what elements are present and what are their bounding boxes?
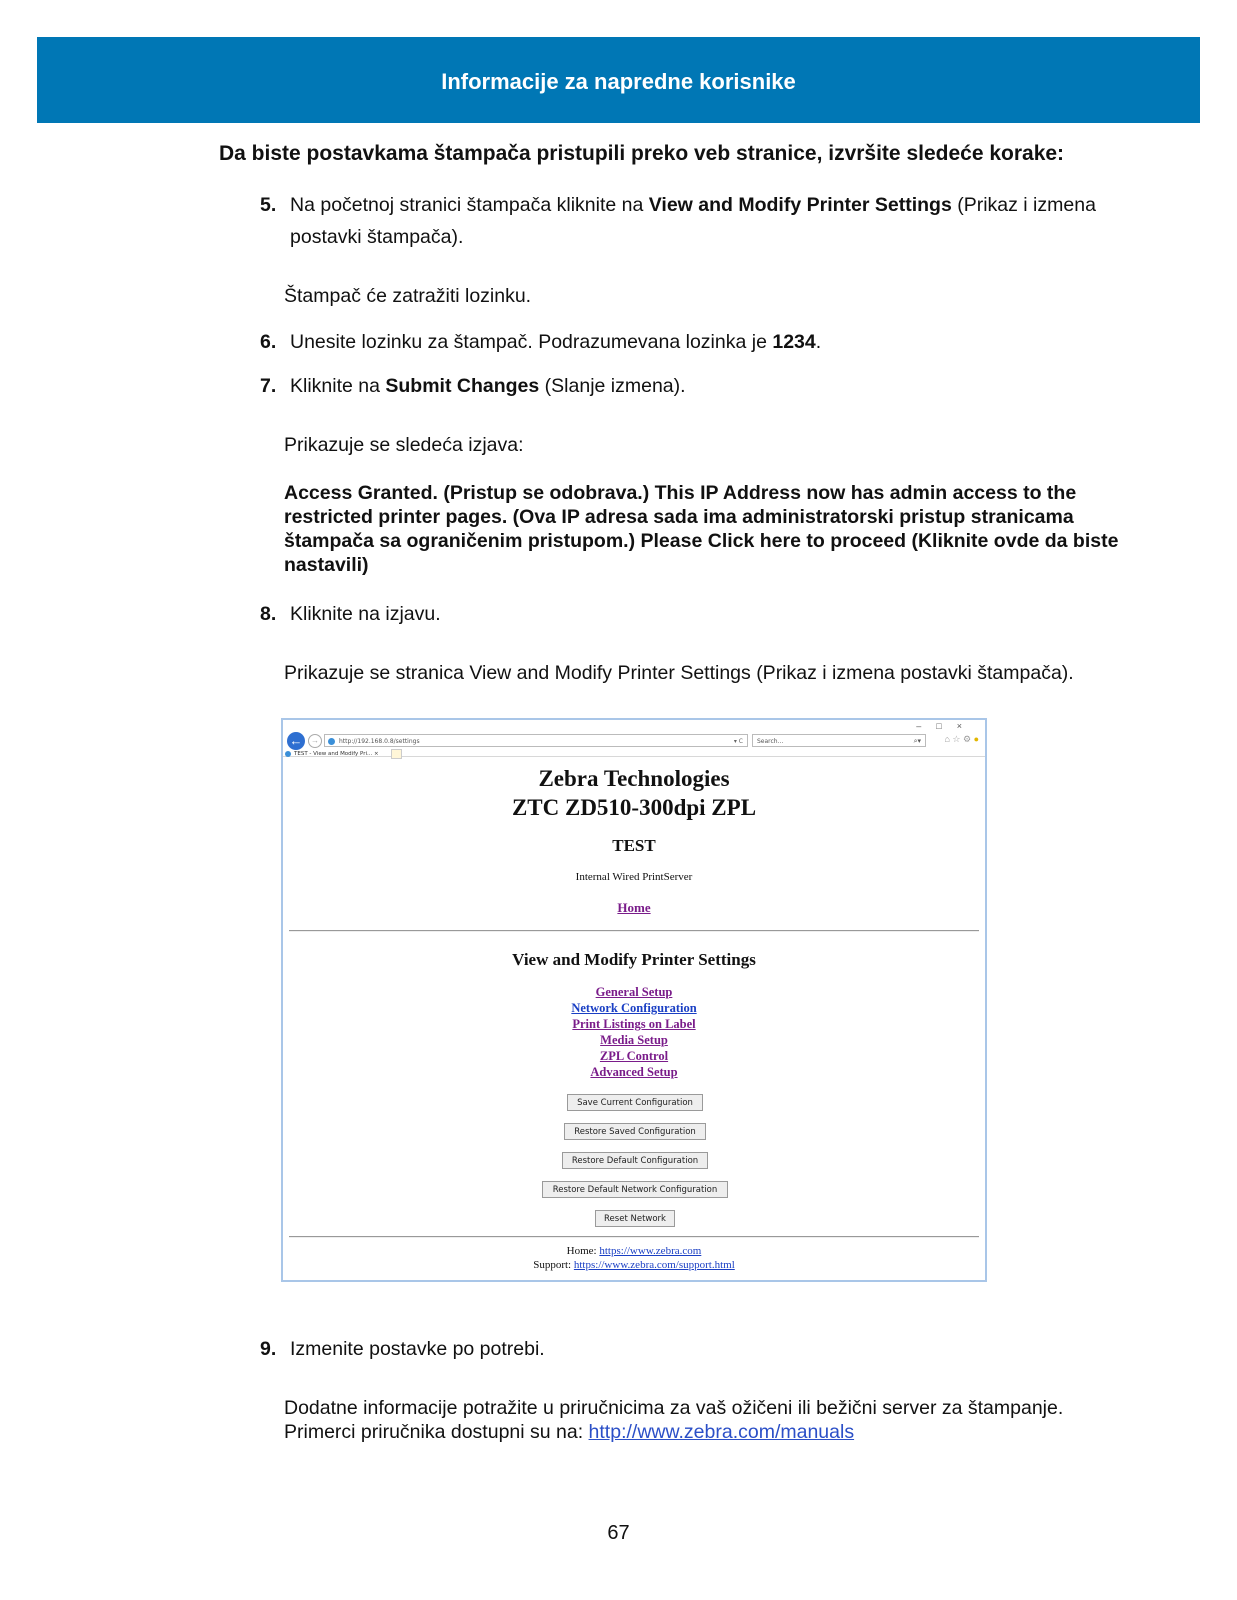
- step-text-part: (Prikaz i izmena: [951, 194, 1096, 216]
- step-number: 8.: [260, 603, 277, 625]
- restore-default-config-button[interactable]: Restore Default Configuration: [562, 1152, 708, 1169]
- step-text-part: (Slanje izmena).: [539, 375, 686, 397]
- statement-line: restricted printer pages. (Ova IP adresa sada ima administratorski pristup stranicama: [284, 506, 1074, 528]
- browser-search-field[interactable]: [752, 734, 926, 747]
- note-text: Primerci priručnika dostupni su na:: [284, 1421, 589, 1443]
- link-print-listings[interactable]: Print Listings on Label: [572, 1017, 696, 1031]
- search-placeholder: Search...: [757, 738, 784, 745]
- link-general-setup[interactable]: General Setup: [595, 985, 673, 999]
- step-text: Kliknite na izjavu.: [290, 603, 441, 625]
- statement-line: štampača sa ograničenim pristupom.) Please Click here to proceed (Kliknite ovde da biste: [284, 530, 1119, 552]
- step-text-part: .: [815, 331, 822, 353]
- step-text-part: Kliknite na: [290, 375, 386, 397]
- tab-favicon-icon: [285, 751, 291, 757]
- page-number: 67: [607, 1522, 630, 1544]
- search-icon[interactable]: ⌕▾: [913, 737, 921, 745]
- manuals-link[interactable]: http://www.zebra.com/manuals: [588, 1421, 855, 1443]
- settings-links: [283, 984, 985, 1080]
- step-emphasis: Submit Changes: [385, 375, 540, 397]
- step-9-note: [284, 1396, 1063, 1444]
- restore-saved-config-button[interactable]: Restore Saved Configuration: [564, 1123, 706, 1140]
- step-5: [260, 189, 1140, 253]
- address-url: http://192.168.0.8/settings: [339, 738, 420, 745]
- tab-title: TEST - View and Modify Pri... ×: [294, 751, 379, 757]
- step-text-part: Unesite lozinku za štampač. Podrazumevana lozinka je: [290, 331, 773, 353]
- step-7-note: Prikazuje se sledeća izjava:: [284, 434, 524, 456]
- new-tab-icon[interactable]: [391, 749, 402, 759]
- browser-toolbar: [283, 720, 985, 757]
- address-bar[interactable]: [324, 734, 748, 747]
- footer-label: Support:: [533, 1259, 574, 1271]
- link-zpl-control[interactable]: ZPL Control: [599, 1049, 669, 1063]
- step-text: [290, 326, 821, 358]
- browser-screenshot: [281, 718, 987, 1282]
- window-controls[interactable]: –□×: [916, 721, 977, 731]
- device-name: TEST: [612, 836, 656, 855]
- step-text: Izmenite postavke po potrebi.: [290, 1338, 545, 1360]
- web-page-title: [283, 764, 985, 822]
- restore-default-network-button[interactable]: Restore Default Network Configuration: [542, 1181, 728, 1198]
- footer-support-link[interactable]: https://www.zebra.com/support.html: [573, 1259, 735, 1271]
- refresh-icon[interactable]: ▾ C: [733, 738, 743, 745]
- step-number: 7.: [260, 375, 277, 397]
- step-text-part: Na početnoj stranici štampača kliknite na: [290, 194, 649, 216]
- settings-section-title: View and Modify Printer Settings: [512, 950, 756, 969]
- step-text: [290, 189, 1096, 221]
- home-link[interactable]: Home: [617, 900, 651, 915]
- divider: [289, 1236, 979, 1238]
- step-number: 6.: [260, 331, 277, 353]
- statement-line: nastavili): [284, 554, 369, 576]
- section-title: Informacije za napredne korisnike: [441, 69, 796, 94]
- step-8-note: Prikazuje se stranica View and Modify Printer Settings (Prikaz i izmena postavki štampača).: [284, 662, 1074, 684]
- link-advanced-setup[interactable]: Advanced Setup: [590, 1065, 678, 1079]
- step-number: 9.: [260, 1338, 277, 1360]
- password-value: 1234: [772, 331, 816, 353]
- ie-page-icon: [328, 738, 335, 745]
- footer-support: [283, 1258, 985, 1272]
- save-config-button[interactable]: Save Current Configuration: [567, 1094, 703, 1111]
- browser-tab[interactable]: [285, 749, 379, 759]
- step-6: [260, 326, 1140, 358]
- step-9: [260, 1333, 1140, 1365]
- step-text: [290, 370, 686, 402]
- note-line: Dodatne informacije potražite u priručnicima za vaš ožičeni ili bežični server za štampanje.: [284, 1397, 1064, 1419]
- footer-home: [283, 1244, 985, 1258]
- favorites-settings-icons[interactable]: ☆ ⚙: [952, 734, 972, 744]
- step-text-line2: postavki štampača).: [290, 226, 464, 248]
- step-7: [260, 370, 1140, 402]
- step-5-note: Štampač će zatražiti lozinku.: [284, 285, 532, 307]
- web-footer: [283, 1244, 985, 1272]
- footer-home-link[interactable]: https://www.zebra.com: [599, 1245, 702, 1257]
- feedback-smiley-icon[interactable]: ●: [973, 734, 979, 744]
- step-number: 5.: [260, 194, 277, 216]
- reset-network-button[interactable]: Reset Network: [595, 1210, 675, 1227]
- back-arrow-icon[interactable]: ←: [287, 732, 305, 750]
- print-server-type: Internal Wired PrintServer: [575, 871, 693, 883]
- intro-heading: Da biste postavkama štampača pristupili preko veb stranice, izvršite sledeće korake:: [219, 142, 1065, 165]
- footer-label: Home:: [566, 1245, 600, 1257]
- company-name: Zebra Technologies: [538, 766, 730, 791]
- step-8: [260, 598, 1140, 630]
- toolbar-icons[interactable]: ⌂ ☆ ⚙ ●: [944, 734, 979, 744]
- section-banner: [37, 37, 1200, 123]
- link-network-configuration[interactable]: Network Configuration: [571, 1001, 697, 1015]
- link-media-setup[interactable]: Media Setup: [600, 1033, 668, 1047]
- statement-line: Access Granted. (Pristup se odobrava.) This IP Address now has admin access to the: [284, 482, 1077, 504]
- printer-model: ZTC ZD510-300dpi ZPL: [511, 795, 757, 820]
- note-line: [284, 1420, 1063, 1444]
- forward-arrow-icon[interactable]: →: [308, 734, 322, 748]
- access-granted-statement: [284, 481, 1118, 577]
- divider: [289, 930, 979, 932]
- step-emphasis: View and Modify Printer Settings: [648, 194, 952, 216]
